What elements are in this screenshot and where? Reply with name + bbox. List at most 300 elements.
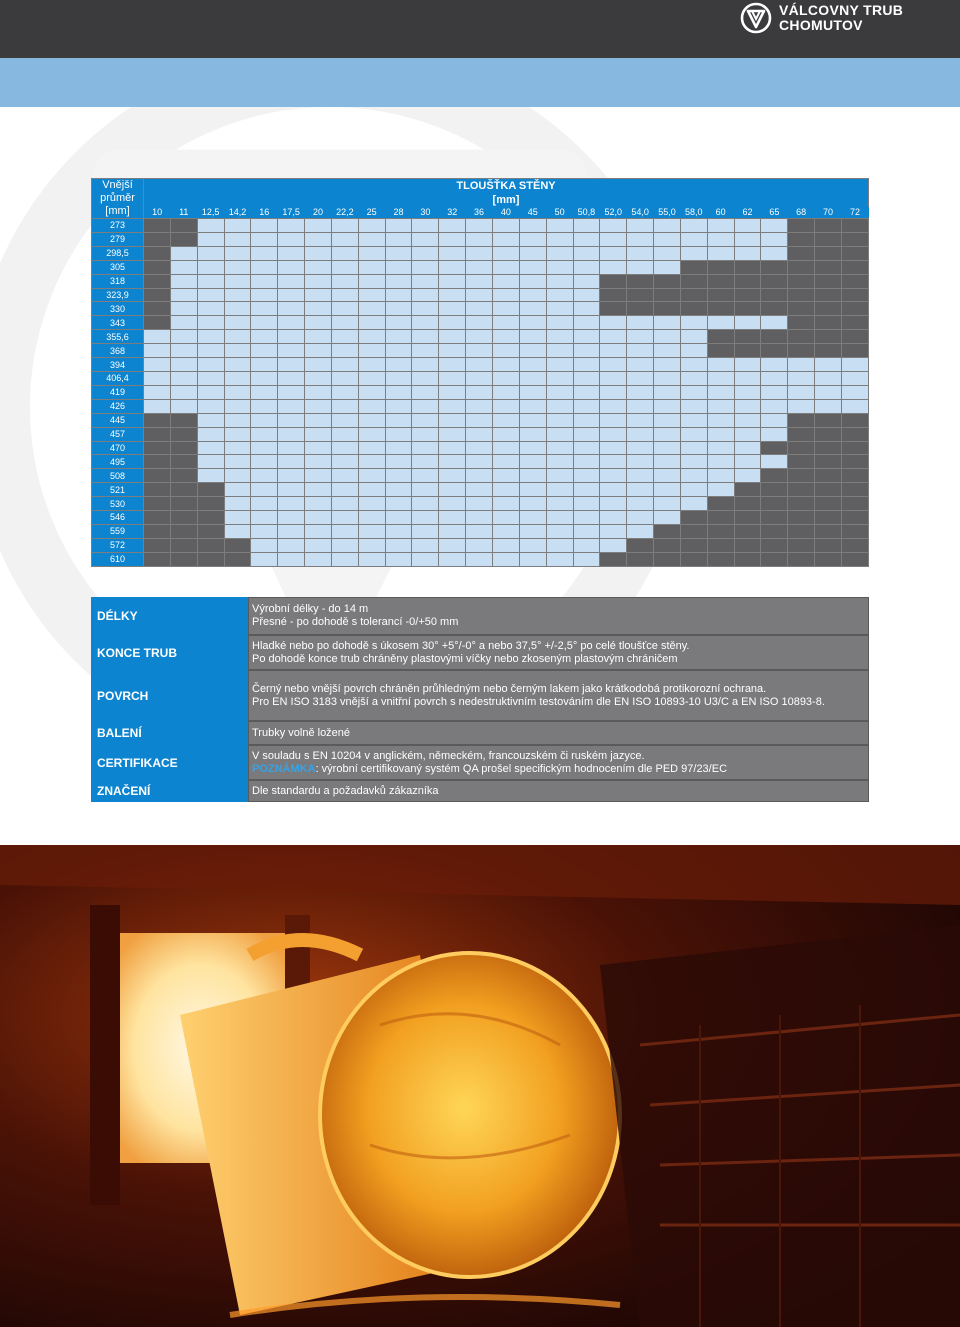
- available-cell: [385, 385, 412, 399]
- available-cell: [600, 538, 627, 552]
- diameter-row: [92, 497, 869, 511]
- unavailable-cell: [707, 274, 734, 288]
- unavailable-cell: [600, 274, 627, 288]
- available-cell: [654, 316, 681, 330]
- available-cell: [546, 483, 573, 497]
- diameter-label: 279: [92, 232, 144, 246]
- brand-logo[interactable]: [740, 2, 903, 34]
- available-cell: [358, 552, 385, 566]
- unavailable-cell: [734, 538, 761, 552]
- available-cell: [466, 316, 493, 330]
- available-cell: [734, 358, 761, 372]
- available-cell: [305, 399, 332, 413]
- unavailable-cell: [761, 524, 788, 538]
- diameter-label: 318: [92, 274, 144, 288]
- available-cell: [278, 330, 305, 344]
- available-cell: [385, 302, 412, 316]
- available-cell: [251, 302, 278, 316]
- available-cell: [385, 469, 412, 483]
- available-cell: [358, 455, 385, 469]
- available-cell: [439, 413, 466, 427]
- available-cell: [224, 288, 251, 302]
- unavailable-cell: [815, 511, 842, 525]
- available-cell: [251, 316, 278, 330]
- znaceni-line-1: Dle standardu a požadavků zákazníka: [252, 784, 439, 797]
- available-cell: [412, 316, 439, 330]
- available-cell: [519, 371, 546, 385]
- available-cell: [358, 497, 385, 511]
- available-cell: [224, 385, 251, 399]
- available-cell: [251, 497, 278, 511]
- available-cell: [573, 483, 600, 497]
- outer-diameter-header-line-3: [mm]: [105, 205, 130, 217]
- available-cell: [197, 427, 224, 441]
- unavailable-cell: [841, 316, 868, 330]
- available-cell: [251, 469, 278, 483]
- available-cell: [466, 219, 493, 233]
- available-cell: [358, 316, 385, 330]
- available-cell: [519, 469, 546, 483]
- unavailable-cell: [680, 524, 707, 538]
- available-cell: [224, 358, 251, 372]
- unavailable-cell: [788, 455, 815, 469]
- unavailable-cell: [761, 483, 788, 497]
- available-cell: [439, 399, 466, 413]
- cert-note-label: POZNÁMKA: [252, 762, 316, 775]
- unavailable-cell: [761, 274, 788, 288]
- available-cell: [251, 399, 278, 413]
- available-cell: [331, 538, 358, 552]
- baleni-line-1: Trubky volně ložené: [252, 726, 351, 739]
- available-cell: [385, 441, 412, 455]
- available-cell: [573, 246, 600, 260]
- available-cell: [358, 511, 385, 525]
- available-cell: [573, 274, 600, 288]
- unavailable-cell: [707, 288, 734, 302]
- available-cell: [224, 511, 251, 525]
- available-cell: [305, 441, 332, 455]
- available-cell: [331, 274, 358, 288]
- diameter-row: [92, 219, 869, 233]
- available-cell: [600, 497, 627, 511]
- available-cell: [170, 371, 197, 385]
- available-cell: [654, 441, 681, 455]
- unavailable-cell: [841, 483, 868, 497]
- available-cell: [519, 511, 546, 525]
- available-cell: [385, 260, 412, 274]
- available-cell: [305, 358, 332, 372]
- available-cell: [466, 344, 493, 358]
- unavailable-cell: [761, 497, 788, 511]
- available-cell: [680, 399, 707, 413]
- thickness-label: 62: [734, 207, 761, 219]
- available-cell: [734, 427, 761, 441]
- available-cell: [707, 455, 734, 469]
- diameter-row: [92, 274, 869, 288]
- available-cell: [439, 316, 466, 330]
- available-cell: [412, 358, 439, 372]
- available-cell: [224, 455, 251, 469]
- available-cell: [761, 385, 788, 399]
- thickness-values-row: [92, 207, 869, 219]
- available-cell: [412, 260, 439, 274]
- unavailable-cell: [734, 288, 761, 302]
- available-cell: [170, 316, 197, 330]
- available-cell: [492, 219, 519, 233]
- available-cell: [654, 344, 681, 358]
- diameter-row: [92, 344, 869, 358]
- diameter-row: [92, 330, 869, 344]
- available-cell: [278, 246, 305, 260]
- info-row-delky: [91, 597, 869, 635]
- unavailable-cell: [170, 441, 197, 455]
- available-cell: [519, 552, 546, 566]
- delky-value: [248, 597, 869, 635]
- thickness-label: 68: [788, 207, 815, 219]
- diameter-label: 368: [92, 344, 144, 358]
- available-cell: [439, 246, 466, 260]
- unavailable-cell: [170, 497, 197, 511]
- available-cell: [224, 371, 251, 385]
- thickness-label: 72: [841, 207, 868, 219]
- available-cell: [439, 441, 466, 455]
- diameter-row: [92, 483, 869, 497]
- unavailable-cell: [815, 316, 842, 330]
- available-cell: [170, 260, 197, 274]
- available-cell: [492, 246, 519, 260]
- available-cell: [278, 413, 305, 427]
- diameter-label: 495: [92, 455, 144, 469]
- unavailable-cell: [144, 538, 171, 552]
- available-cell: [680, 483, 707, 497]
- available-cell: [761, 399, 788, 413]
- available-cell: [707, 399, 734, 413]
- thickness-label: 25: [358, 207, 385, 219]
- available-cell: [278, 274, 305, 288]
- unavailable-cell: [815, 552, 842, 566]
- available-cell: [385, 497, 412, 511]
- available-cell: [305, 260, 332, 274]
- available-cell: [546, 344, 573, 358]
- available-cell: [734, 413, 761, 427]
- available-cell: [492, 371, 519, 385]
- thickness-label: 32: [439, 207, 466, 219]
- available-cell: [251, 330, 278, 344]
- available-cell: [278, 399, 305, 413]
- diameter-label: 610: [92, 552, 144, 566]
- available-cell: [197, 358, 224, 372]
- available-cell: [224, 219, 251, 233]
- brand-line-2: CHOMUTOV: [779, 17, 863, 33]
- unavailable-cell: [600, 552, 627, 566]
- available-cell: [197, 385, 224, 399]
- available-cell: [439, 385, 466, 399]
- available-cell: [224, 316, 251, 330]
- available-cell: [788, 371, 815, 385]
- available-cell: [144, 344, 171, 358]
- available-cell: [358, 288, 385, 302]
- available-cell: [841, 385, 868, 399]
- available-cell: [358, 371, 385, 385]
- available-cell: [385, 455, 412, 469]
- available-cell: [331, 455, 358, 469]
- available-cell: [466, 385, 493, 399]
- available-cell: [197, 344, 224, 358]
- available-cell: [654, 358, 681, 372]
- available-cell: [358, 358, 385, 372]
- available-cell: [439, 511, 466, 525]
- available-cell: [734, 441, 761, 455]
- available-cell: [331, 344, 358, 358]
- available-cell: [654, 413, 681, 427]
- available-cell: [761, 232, 788, 246]
- available-cell: [761, 246, 788, 260]
- available-cell: [331, 246, 358, 260]
- available-cell: [492, 358, 519, 372]
- thickness-label: 17,5: [278, 207, 305, 219]
- available-cell: [412, 274, 439, 288]
- available-cell: [251, 219, 278, 233]
- available-cell: [224, 427, 251, 441]
- thickness-label: 60: [707, 207, 734, 219]
- available-cell: [519, 330, 546, 344]
- available-cell: [466, 441, 493, 455]
- available-cell: [627, 219, 654, 233]
- available-cell: [573, 232, 600, 246]
- available-cell: [466, 302, 493, 316]
- available-cell: [519, 413, 546, 427]
- available-cell: [627, 358, 654, 372]
- available-cell: [224, 524, 251, 538]
- unavailable-cell: [841, 552, 868, 566]
- unavailable-cell: [144, 469, 171, 483]
- available-cell: [358, 483, 385, 497]
- available-cell: [841, 371, 868, 385]
- available-cell: [197, 219, 224, 233]
- thickness-label: 55,0: [654, 207, 681, 219]
- available-cell: [654, 399, 681, 413]
- available-cell: [654, 455, 681, 469]
- unavailable-cell: [761, 344, 788, 358]
- available-cell: [707, 427, 734, 441]
- available-cell: [251, 246, 278, 260]
- available-cell: [305, 316, 332, 330]
- unavailable-cell: [197, 538, 224, 552]
- available-cell: [197, 288, 224, 302]
- available-cell: [358, 246, 385, 260]
- available-cell: [654, 483, 681, 497]
- unavailable-cell: [788, 441, 815, 455]
- available-cell: [600, 524, 627, 538]
- available-cell: [251, 538, 278, 552]
- available-cell: [439, 302, 466, 316]
- available-cell: [654, 497, 681, 511]
- available-cell: [466, 455, 493, 469]
- brand-name: [779, 3, 903, 33]
- available-cell: [600, 246, 627, 260]
- available-cell: [197, 399, 224, 413]
- unavailable-cell: [144, 511, 171, 525]
- unavailable-cell: [144, 260, 171, 274]
- unavailable-cell: [170, 538, 197, 552]
- available-cell: [734, 455, 761, 469]
- available-cell: [331, 358, 358, 372]
- available-cell: [412, 344, 439, 358]
- available-cell: [627, 497, 654, 511]
- available-cell: [492, 524, 519, 538]
- available-cell: [627, 246, 654, 260]
- available-cell: [439, 288, 466, 302]
- available-cell: [654, 371, 681, 385]
- unavailable-cell: [815, 288, 842, 302]
- outer-diameter-header-line-2: průměr: [100, 192, 135, 204]
- unavailable-cell: [144, 219, 171, 233]
- thickness-label: 58,0: [680, 207, 707, 219]
- available-cell: [358, 330, 385, 344]
- diameter-label: 546: [92, 511, 144, 525]
- available-cell: [439, 483, 466, 497]
- unavailable-cell: [170, 552, 197, 566]
- unavailable-cell: [815, 469, 842, 483]
- available-cell: [439, 427, 466, 441]
- available-cell: [197, 246, 224, 260]
- available-cell: [573, 469, 600, 483]
- available-cell: [439, 552, 466, 566]
- diameter-label: 419: [92, 385, 144, 399]
- unavailable-cell: [815, 274, 842, 288]
- available-cell: [358, 274, 385, 288]
- available-cell: [680, 316, 707, 330]
- unavailable-cell: [170, 232, 197, 246]
- unavailable-cell: [144, 497, 171, 511]
- available-cell: [305, 427, 332, 441]
- available-cell: [331, 219, 358, 233]
- available-cell: [815, 358, 842, 372]
- available-cell: [278, 552, 305, 566]
- top-bar: [0, 0, 960, 58]
- available-cell: [707, 246, 734, 260]
- available-cell: [707, 232, 734, 246]
- available-cell: [224, 260, 251, 274]
- available-cell: [492, 511, 519, 525]
- unavailable-cell: [734, 330, 761, 344]
- available-cell: [466, 399, 493, 413]
- available-cell: [654, 330, 681, 344]
- unavailable-cell: [815, 441, 842, 455]
- available-cell: [170, 358, 197, 372]
- unavailable-cell: [654, 302, 681, 316]
- available-cell: [627, 441, 654, 455]
- available-cell: [251, 358, 278, 372]
- unavailable-cell: [144, 413, 171, 427]
- available-cell: [600, 427, 627, 441]
- available-cell: [466, 274, 493, 288]
- brand-line-1: VÁLCOVNY TRUB: [779, 2, 904, 18]
- available-cell: [466, 511, 493, 525]
- delky-label: DÉLKY: [91, 597, 248, 635]
- available-cell: [224, 469, 251, 483]
- available-cell: [519, 302, 546, 316]
- diameter-label: 323,9: [92, 288, 144, 302]
- available-cell: [600, 358, 627, 372]
- available-cell: [734, 316, 761, 330]
- unavailable-cell: [841, 219, 868, 233]
- available-cell: [412, 538, 439, 552]
- thickness-label: 45: [519, 207, 546, 219]
- thickness-label: 22,2: [331, 207, 358, 219]
- available-cell: [761, 427, 788, 441]
- unavailable-cell: [841, 469, 868, 483]
- available-cell: [224, 246, 251, 260]
- available-cell: [492, 538, 519, 552]
- available-cell: [331, 511, 358, 525]
- available-cell: [707, 413, 734, 427]
- available-cell: [305, 538, 332, 552]
- unavailable-cell: [761, 469, 788, 483]
- hot-steel-billet-illustration: [0, 845, 960, 1327]
- available-cell: [170, 288, 197, 302]
- unavailable-cell: [734, 524, 761, 538]
- available-cell: [439, 330, 466, 344]
- delky-line-1: Výrobní délky - do 14 m: [252, 603, 369, 615]
- available-cell: [546, 441, 573, 455]
- available-cell: [519, 288, 546, 302]
- available-cell: [492, 385, 519, 399]
- available-cell: [305, 274, 332, 288]
- unavailable-cell: [170, 469, 197, 483]
- available-cell: [654, 232, 681, 246]
- available-cell: [519, 483, 546, 497]
- available-cell: [385, 219, 412, 233]
- available-cell: [197, 302, 224, 316]
- unavailable-cell: [841, 427, 868, 441]
- info-row-baleni: [91, 721, 869, 745]
- available-cell: [573, 538, 600, 552]
- available-cell: [492, 316, 519, 330]
- unavailable-cell: [734, 552, 761, 566]
- znaceni-label: ZNAČENÍ: [91, 780, 248, 802]
- available-cell: [197, 260, 224, 274]
- diameter-row: [92, 552, 869, 566]
- diameter-label: 406,4: [92, 371, 144, 385]
- unavailable-cell: [144, 483, 171, 497]
- unavailable-cell: [627, 274, 654, 288]
- available-cell: [466, 469, 493, 483]
- unavailable-cell: [707, 538, 734, 552]
- available-cell: [466, 288, 493, 302]
- available-cell: [546, 260, 573, 274]
- diameter-row: [92, 469, 869, 483]
- available-cell: [439, 344, 466, 358]
- unavailable-cell: [197, 552, 224, 566]
- unavailable-cell: [707, 497, 734, 511]
- available-cell: [654, 427, 681, 441]
- available-cell: [680, 385, 707, 399]
- available-cell: [278, 483, 305, 497]
- available-cell: [466, 552, 493, 566]
- unavailable-cell: [788, 288, 815, 302]
- available-cell: [546, 232, 573, 246]
- available-cell: [841, 399, 868, 413]
- available-cell: [707, 219, 734, 233]
- available-cell: [600, 219, 627, 233]
- available-cell: [600, 441, 627, 455]
- unavailable-cell: [170, 427, 197, 441]
- unavailable-cell: [734, 260, 761, 274]
- thickness-label: 14,2: [224, 207, 251, 219]
- available-cell: [761, 219, 788, 233]
- available-cell: [331, 427, 358, 441]
